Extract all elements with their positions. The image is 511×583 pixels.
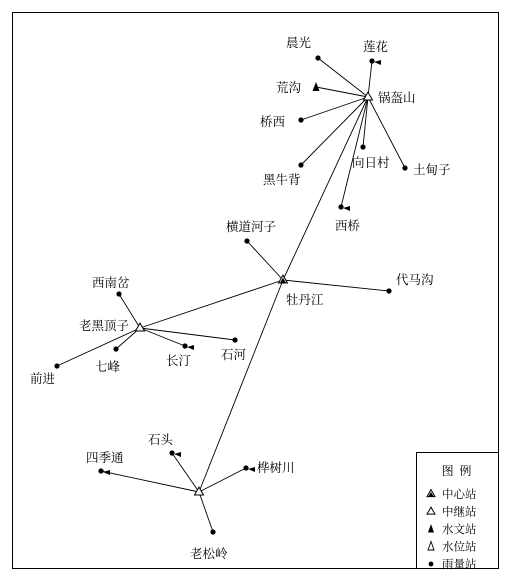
station-heiniubei bbox=[298, 162, 303, 167]
station-tudianzi bbox=[402, 165, 407, 170]
station-laosongling bbox=[210, 529, 215, 534]
station-label-daimagou: 代马沟 bbox=[396, 272, 434, 287]
station-qifeng bbox=[113, 346, 118, 351]
station-hengdaohezi bbox=[244, 238, 249, 243]
link-mudanjiang-laoheidingzi bbox=[140, 280, 283, 328]
station-shihe bbox=[232, 337, 237, 342]
station-label-huanggou: 荒沟 bbox=[276, 80, 302, 95]
legend bbox=[417, 453, 499, 572]
link-guopanshan-xiangricun bbox=[363, 97, 368, 147]
station-label-changting: 长汀 bbox=[166, 353, 192, 368]
legend-label-rain: 雨量站 bbox=[442, 557, 477, 571]
link-guopanshan-lianhua bbox=[368, 61, 372, 97]
link-mudanjiang-daimagou bbox=[283, 280, 389, 291]
link-relay_south-sijitong bbox=[101, 471, 199, 492]
link-guopanshan-chenguang bbox=[318, 58, 368, 97]
station-label-lianhua: 莲花 bbox=[363, 39, 389, 54]
station-label-qiaoxi: 桥西 bbox=[260, 114, 286, 129]
station-label-guopanshan: 锅盔山 bbox=[378, 90, 416, 105]
station-label-qifeng: 七峰 bbox=[95, 359, 121, 374]
station-sijitong bbox=[98, 468, 110, 475]
station-label-huashuchuan: 桦树川 bbox=[257, 460, 295, 475]
station-huashuchuan bbox=[243, 465, 255, 472]
station-daimagou bbox=[386, 288, 391, 293]
legend-title: 图 例 bbox=[441, 464, 473, 478]
station-label-xinancha: 西南岔 bbox=[92, 275, 130, 290]
legend-symbol-rain bbox=[429, 562, 434, 567]
station-label-hengdaohezi: 横道河子 bbox=[226, 219, 277, 234]
link-relay_south-laosongling bbox=[199, 492, 213, 532]
station-label-laoheidingzi: 老黑顶子 bbox=[79, 318, 130, 333]
station-label-shihe: 石河 bbox=[221, 347, 247, 362]
station-shitou bbox=[169, 450, 181, 457]
link-guopanshan-qiaoxi bbox=[301, 97, 368, 120]
link-mudanjiang-hengdaohezi bbox=[247, 241, 283, 280]
station-lianhua bbox=[369, 58, 381, 65]
station-label-xiangricun: 向日村 bbox=[352, 155, 390, 170]
link-guopanshan-xiqiao bbox=[341, 97, 368, 207]
station-label-laosongling: 老松岭 bbox=[190, 546, 228, 561]
legend-label-hydro: 水文站 bbox=[442, 522, 477, 536]
station-xinancha bbox=[116, 291, 121, 296]
link-relay_south-huashuchuan bbox=[199, 468, 246, 492]
legend-label-relay: 中继站 bbox=[442, 504, 477, 519]
station-label-sijitong: 四季通 bbox=[86, 450, 124, 465]
link-relay_south-shitou bbox=[172, 453, 199, 492]
station-label-heiniubei: 黑牛背 bbox=[263, 172, 301, 187]
station-label-qianjin: 前进 bbox=[30, 371, 56, 386]
station-xiangricun bbox=[360, 144, 365, 149]
station-label-chenguang: 晨光 bbox=[286, 35, 312, 50]
labels-layer bbox=[30, 35, 451, 561]
station-qianjin bbox=[54, 363, 59, 368]
legend-label-level: 水位站 bbox=[442, 539, 477, 554]
station-label-xiqiao: 西桥 bbox=[335, 218, 361, 233]
station-label-tudianzi: 土甸子 bbox=[413, 162, 451, 177]
station-xiqiao bbox=[338, 204, 350, 211]
station-label-mudanjiang: 牡丹江 bbox=[286, 292, 324, 307]
station-huanggou bbox=[313, 82, 320, 91]
station-qiaoxi bbox=[298, 117, 303, 122]
station-chenguang bbox=[315, 55, 320, 60]
station-label-shitou: 石头 bbox=[148, 432, 174, 447]
legend-label-center: 中心站 bbox=[442, 487, 477, 501]
link-guopanshan-mudanjiang bbox=[283, 97, 368, 280]
link-guopanshan-huanggou bbox=[316, 87, 368, 97]
station-changting bbox=[182, 343, 194, 350]
